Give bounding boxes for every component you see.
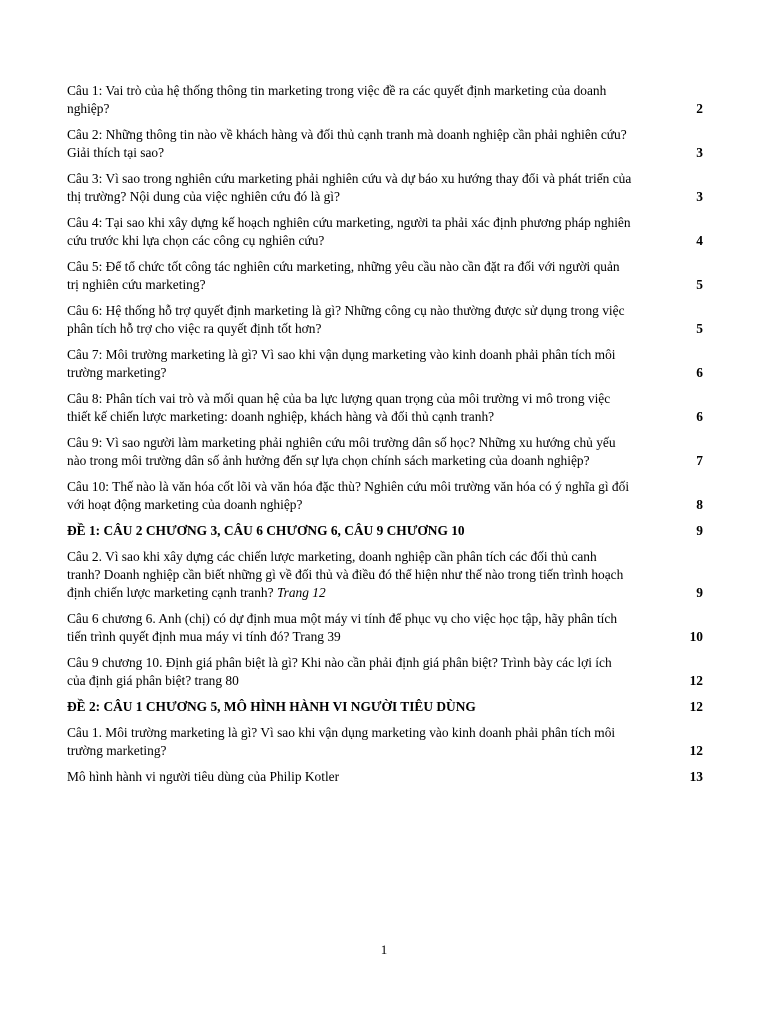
toc-page-number: 5: [696, 321, 703, 336]
toc-entry[interactable]: [67, 126, 703, 162]
toc-entry-last-line: [67, 672, 703, 690]
toc-page-number: 7: [696, 453, 703, 468]
toc-entry-text: Câu 6: Hệ thống hỗ trợ quyết định marketing là gì? Những công cụ nào thường được sử dụng trong việc: [67, 303, 625, 318]
toc-entry[interactable]: [67, 654, 703, 690]
table-of-contents: [67, 82, 703, 794]
toc-page-number: 9: [696, 523, 703, 538]
toc-entry-last-line: [67, 188, 703, 206]
page-number: 1: [380, 942, 388, 957]
toc-heading-line: [67, 698, 703, 716]
toc-entry-text: định chiến lược marketing cạnh tranh?: [67, 585, 274, 600]
toc-page-number: 9: [696, 585, 703, 600]
toc-page-number: 6: [696, 365, 703, 380]
toc-entry-text: trường marketing?: [67, 743, 167, 758]
toc-page-number: 12: [689, 699, 703, 714]
toc-entry-last-line: [67, 452, 703, 470]
toc-entry[interactable]: [67, 346, 703, 382]
toc-entry-text: nghiệp?: [67, 101, 110, 116]
toc-entry-text: Câu 9 chương 10. Định giá phân biệt là gì? Khi nào cần phải định giá phân biệt? Trình bày các lợi ích: [67, 655, 612, 670]
toc-entry-last-line: [67, 628, 703, 646]
toc-entry-last-line: [67, 100, 703, 118]
toc-entry-page-ref: Trang 12: [276, 585, 326, 600]
toc-entry-text: Câu 3: Vì sao trong nghiên cứu marketing phải nghiên cứu và dự báo xu hướng thay đổi và phát triển của: [67, 171, 632, 186]
toc-entry-text: Câu 1: Vai trò của hệ thống thông tin marketing trong việc đề ra các quyết định marketing của doanh: [67, 83, 607, 98]
toc-entry[interactable]: [67, 768, 703, 786]
toc-entry-text: nào trong môi trường dân số ảnh hưởng đến sự lựa chọn chính sách marketing của doanh nghiệp?: [67, 453, 590, 468]
toc-page-number: 3: [696, 145, 703, 160]
toc-entry-last-line: [67, 408, 703, 426]
toc-entry-text: trường marketing?: [67, 365, 167, 380]
toc-entry-text: thiết kế chiến lược marketing: doanh nghiệp, khách hàng và đối thủ cạnh tranh?: [67, 409, 495, 424]
toc-heading-text: ĐỀ 1: CÂU 2 CHƯƠNG 3, CÂU 6 CHƯƠNG 6, CÂU 9 CHƯƠNG 10: [67, 523, 465, 538]
toc-entry-text: Câu 2: Những thông tin nào về khách hàng và đối thủ cạnh tranh mà doanh nghiệp cần phải nghiên cứu?: [67, 127, 627, 142]
toc-entry[interactable]: [67, 610, 703, 646]
toc-entry-text: thị trường? Nội dung của việc nghiên cứu đó là gì?: [67, 189, 340, 204]
toc-entry-last-line: [67, 144, 703, 162]
toc-entry-last-line: [67, 364, 703, 382]
toc-entry-text: của định giá phân biệt? trang 80: [67, 673, 239, 688]
toc-entry-text: Câu 2. Vì sao khi xây dựng các chiến lược marketing, doanh nghiệp cần phân tích các đối thủ canh: [67, 549, 597, 564]
toc-entry[interactable]: [67, 698, 703, 716]
toc-entry-text: Câu 7: Môi trường marketing là gì? Vì sao khi vận dụng marketing vào kinh doanh phải phân tích môi: [67, 347, 616, 362]
toc-entry[interactable]: [67, 390, 703, 426]
toc-entry-text: Câu 4: Tại sao khi xây dựng kế hoạch nghiên cứu marketing, người ta phải xác định phương pháp nghiên: [67, 215, 631, 230]
toc-entry-text: tranh? Doanh nghiệp cần biết những gì về đối thủ và điều đó thể hiện như thế nào trong tiến trình hoạch: [67, 567, 624, 582]
toc-entry[interactable]: [67, 302, 703, 338]
toc-entry[interactable]: [67, 82, 703, 118]
toc-entry-text: Câu 1. Môi trường marketing là gì? Vì sao khi vận dụng marketing vào kinh doanh phải phân tích môi: [67, 725, 616, 740]
toc-entry-last-line: [67, 320, 703, 338]
toc-entry-text: Câu 6 chương 6. Anh (chị) có dự định mua một máy vi tính để phục vụ cho việc học tập, hãy phân tích: [67, 611, 618, 626]
toc-page-number: 12: [689, 673, 703, 688]
toc-entry-last-line: [67, 276, 703, 294]
toc-page-number: 3: [696, 189, 703, 204]
toc-entry[interactable]: [67, 214, 703, 250]
toc-entry-last-line: [67, 768, 703, 786]
toc-entry-text: Giải thích tại sao?: [67, 145, 165, 160]
toc-entry-text: Câu 10: Thế nào là văn hóa cốt lõi và văn hóa đặc thù? Nghiên cứu môi trường văn hóa có ý nghĩa gì đối: [67, 479, 630, 494]
toc-page-number: 13: [689, 769, 703, 784]
toc-page-number: 6: [696, 409, 703, 424]
toc-page-number: 4: [696, 233, 703, 248]
toc-entry-last-line: [67, 584, 703, 602]
toc-heading-text: ĐỀ 2: CÂU 1 CHƯƠNG 5, MÔ HÌNH HÀNH VI NGƯỜI TIÊU DÙNG: [67, 699, 476, 714]
toc-entry-text: Câu 8: Phân tích vai trò và mối quan hệ của ba lực lượng quan trọng của môi trường vi mô trong việc: [67, 391, 611, 406]
toc-page-number: 8: [696, 497, 703, 512]
toc-entry[interactable]: [67, 548, 703, 602]
toc-entry-text: tiến trình quyết định mua máy vi tính đó? Trang 39: [67, 629, 341, 644]
toc-page-number: 2: [696, 101, 703, 116]
toc-entry-text: Mô hình hành vi người tiêu dùng của Philip Kotler: [67, 769, 340, 784]
toc-entry-text: Câu 9: Vì sao người làm marketing phải nghiên cứu môi trường dân số học? Những xu hướng chủ yếu: [67, 435, 616, 450]
toc-entry-text: Câu 5: Để tổ chức tốt công tác nghiên cứu marketing, những yêu cầu nào cần đặt ra đối với người quản: [67, 259, 620, 274]
toc-entry[interactable]: [67, 522, 703, 540]
toc-entry[interactable]: [67, 724, 703, 760]
toc-page-number: 12: [689, 743, 703, 758]
toc-entry[interactable]: [67, 478, 703, 514]
toc-entry-text: với hoạt động marketing của doanh nghiệp?: [67, 497, 303, 512]
toc-entry-text: phân tích hỗ trợ cho việc ra quyết định tốt hơn?: [67, 321, 322, 336]
toc-entry[interactable]: [67, 258, 703, 294]
toc-entry-text: trị nghiên cứu marketing?: [67, 277, 206, 292]
toc-heading-line: [67, 522, 703, 540]
toc-page-number: 5: [696, 277, 703, 292]
toc-entry[interactable]: [67, 170, 703, 206]
toc-entry-last-line: [67, 232, 703, 250]
toc-entry-last-line: [67, 496, 703, 514]
toc-entry[interactable]: [67, 434, 703, 470]
toc-page-number: 10: [689, 629, 703, 644]
toc-entry-text: cứu trước khi lựa chọn các công cụ nghiên cứu?: [67, 233, 325, 248]
toc-entry-last-line: [67, 742, 703, 760]
